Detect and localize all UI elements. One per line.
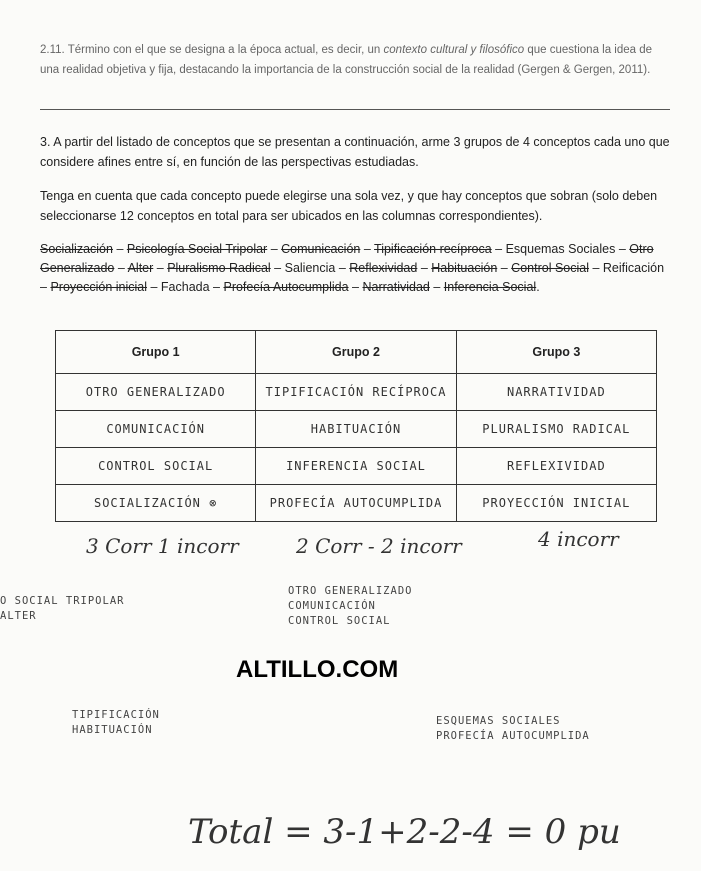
concept-item: Tipificación recíproca (374, 242, 492, 256)
table-cell: OTRO GENERALIZADO (56, 374, 256, 411)
question-3-note: Tenga en cuenta que cada concepto puede elegirse una sola vez, y que hay conceptos que sobran (solo deben seleccionarse 12 conceptos en total para ser ubicados en las columnas correspondientes). (40, 189, 658, 223)
concept-item: Psicología Social Tripolar (126, 242, 268, 256)
table-cell: REFLEXIVIDAD (456, 448, 656, 485)
concept-item: Alter (127, 261, 154, 275)
handwritten-note-1 (0, 594, 124, 624)
table-cell: PROFECÍA AUTOCUMPLIDA (256, 485, 456, 522)
handwritten-note-4 (436, 714, 590, 744)
table-row (56, 448, 657, 485)
table-cell: PLURALISMO RADICAL (456, 411, 656, 448)
table-cell: SOCIALIZACIÓN ⊗ (56, 485, 256, 522)
concept-item: Reflexividad (349, 261, 418, 275)
group-1-header: Grupo 1 (56, 331, 256, 374)
table-cell: COMUNICACIÓN (56, 411, 256, 448)
note-line: PROFECÍA AUTOCUMPLIDA (436, 730, 590, 742)
table-cell: CONTROL SOCIAL (56, 448, 256, 485)
note-line: O SOCIAL TRIPOLAR (0, 595, 125, 607)
concept-item: Socialización (40, 242, 113, 256)
definition-suffix: que cuestiona la idea de una realidad objetiva y fija, destacando la importancia de la construcción social de la realidad (Gergen & Gergen, 2011). (40, 44, 653, 76)
concept-item: Profecía Autocumplida (223, 280, 349, 294)
concept-item: Proyección inicial (50, 280, 148, 294)
note-line: OTRO GENERALIZADO (288, 585, 413, 597)
table-header-row (56, 331, 657, 374)
note-line: ESQUEMAS SOCIALES (436, 715, 561, 727)
concept-item: Fachada (160, 280, 210, 294)
concept-item: Control Social (511, 261, 589, 275)
section-divider (40, 109, 670, 110)
concept-item: Esquemas Sociales (505, 242, 616, 256)
handwritten-note-2 (288, 584, 412, 629)
definition-emphasis: contexto cultural y filosófico (383, 44, 525, 56)
concept-item: Otro Generalizado (40, 242, 654, 275)
note-line: COMUNICACIÓN (288, 600, 376, 612)
table-cell: NARRATIVIDAD (456, 374, 656, 411)
concept-item: Saliencia (284, 261, 336, 275)
score-column-1: 3 Corr 1 incorr (86, 534, 239, 558)
groups-table (55, 330, 657, 522)
table-row (56, 411, 657, 448)
concept-item: Narratividad (362, 280, 430, 294)
note-line: ALTER (0, 610, 37, 622)
table-cell: PROYECCIÓN INICIAL (456, 485, 656, 522)
concept-list: Socialización – Psicología Social Tripolar – Comunicación – Tipificación recíproca – Esquemas Sociales – Otro Generalizado – Alter – Pluralismo Radical – Saliencia – Reflexividad – Habituación – Control Social – Reificación – Proyección inicial – Fachada – Profecía Autocumplida – Narratividad – Inferencia Social. (40, 242, 665, 294)
table-cell: HABITUACIÓN (256, 411, 456, 448)
note-line: CONTROL SOCIAL (288, 615, 391, 627)
score-column-2: 2 Corr - 2 incorr (296, 534, 462, 558)
concept-item: Reificación (602, 261, 665, 275)
table-cell: INFERENCIA SOCIAL (256, 448, 456, 485)
table-cell: TIPIFICACIÓN RECÍPROCA (256, 374, 456, 411)
concept-item: Comunicación (281, 242, 361, 256)
handwritten-note-3 (72, 708, 160, 738)
concept-item: Habituación (431, 261, 498, 275)
table-row (56, 485, 657, 522)
watermark-brand: ALTILLO.COM (236, 656, 399, 683)
table-row (56, 374, 657, 411)
note-line: HABITUACIÓN (72, 724, 153, 736)
question-3-prompt: 3. A partir del listado de conceptos que se presentan a continuación, arme 3 grupos de 4 conceptos cada uno que considere afines entre sí, en función de las perspectivas estudiadas. (40, 135, 670, 169)
definition-paragraph (40, 40, 668, 80)
total-score: Total = 3-1+2-2-4 = 0 pu (188, 812, 621, 852)
score-column-3: 4 incorr (538, 527, 619, 551)
group-2-header: Grupo 2 (256, 331, 456, 374)
group-3-header: Grupo 3 (456, 331, 656, 374)
definition-prefix: 2.11. Término con el que se designa a la época actual, es decir, un (40, 44, 381, 56)
note-line: TIPIFICACIÓN (72, 709, 160, 721)
concept-item: Pluralismo Radical (167, 261, 271, 275)
concept-item: Inferencia Social (443, 280, 537, 294)
